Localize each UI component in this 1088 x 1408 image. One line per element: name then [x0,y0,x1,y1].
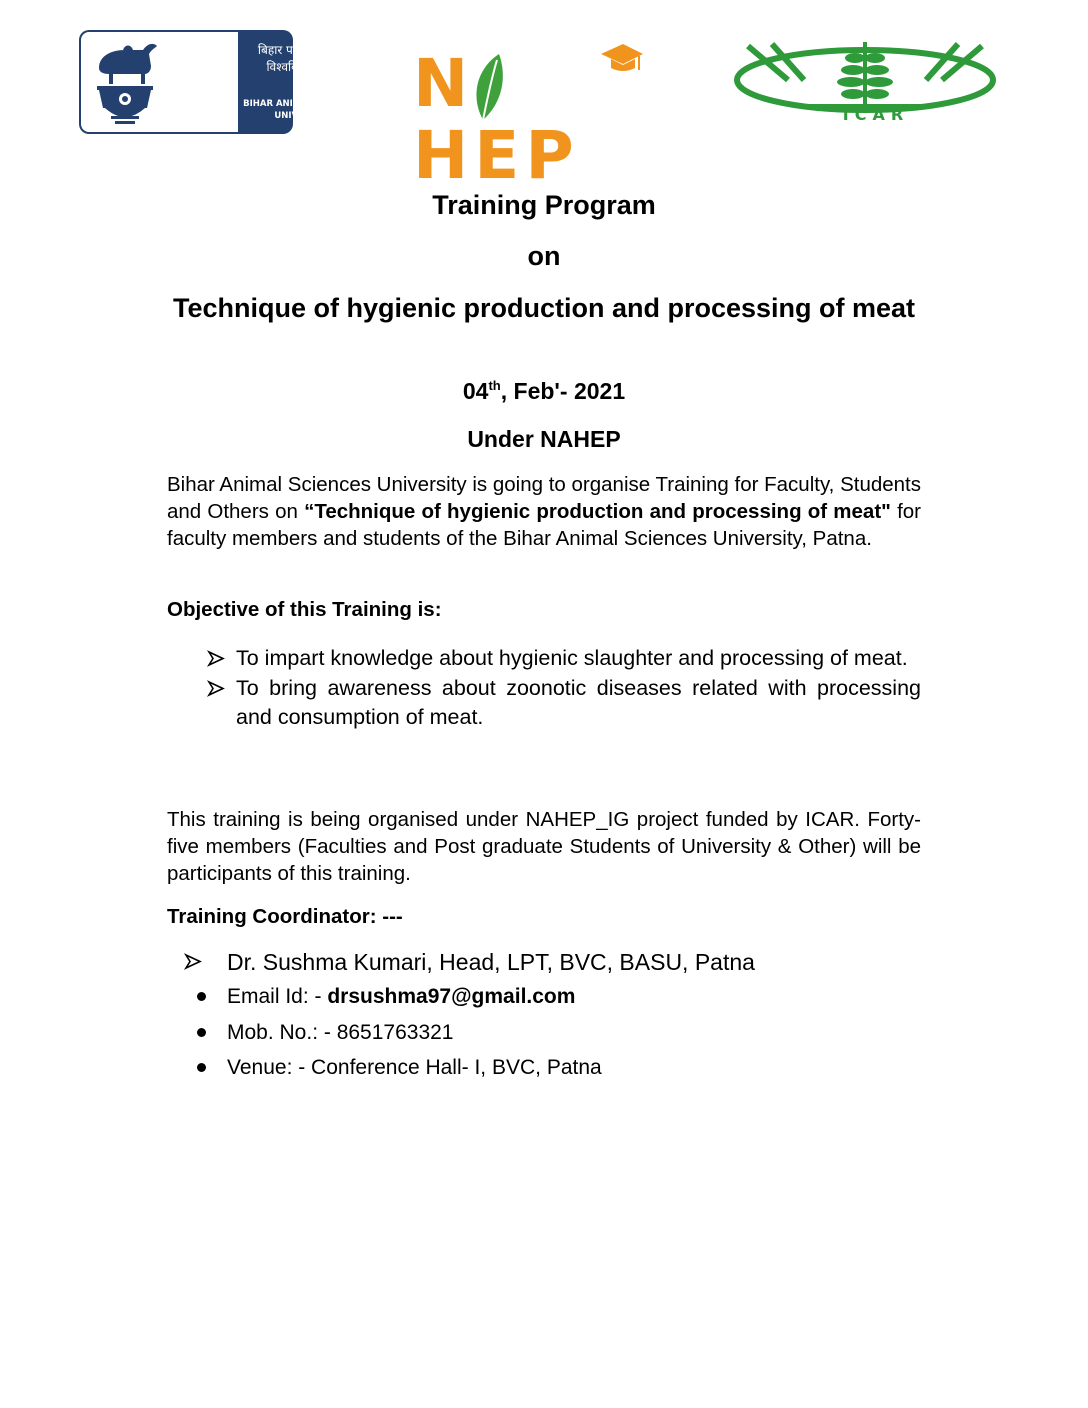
objectives-heading: Objective of this Training is: [167,598,442,621]
venue-item: Venue: - Conference Hall- I, BVC, Patna [190,1054,602,1090]
icar-logo [728,40,1002,130]
basu-emblem [81,32,238,132]
program-topic: Technique of hygienic production and processing of meat [172,293,916,323]
bullet-dot-icon [197,992,206,1001]
program-title: Training Program [432,190,656,220]
program-on: on [527,241,561,271]
list-item: To bring awareness about zoonotic diseases related with processing and consumption of meat. [205,674,921,732]
bullet-dot-icon [197,1063,206,1072]
nahep-logo [413,42,688,194]
graduation-cap-icon [599,42,645,76]
coordinator-details [190,983,602,1090]
icar-label: ICAR [842,105,910,124]
arrow-bullet-icon [205,644,229,673]
program-under: Under NAHEP [467,426,621,452]
arrow-bullet-icon [182,947,206,976]
nahep-wordmark: NHEP [413,45,580,194]
bullet-dot-icon [197,1028,206,1037]
objectives-list [205,644,921,733]
basu-hindi-name: बिहार पशु विज्ञान विश्वविद्यालय [257,43,333,74]
program-date: 04th, Feb'- 2021 [462,378,626,404]
funding-paragraph: This training is being organised under NAHEP_IG project funded by ICAR. Forty-five members (Faculties and Post graduate Students of University & Other) will be participants of this training. [167,808,921,885]
basu-logo [79,30,363,134]
coordinator-heading: Training Coordinator: --- [167,905,403,928]
intro-paragraph: Bihar Animal Sciences University is going to organise Training for Faculty, Students and Others on “Technique of hygienic production and processing of meat" for faculty members and students of the Bihar Animal Sciences University, Patna. [167,473,921,550]
bull-emblem-icon [91,38,161,130]
email-link[interactable]: drsushma97@gmail.com [327,985,576,1008]
email-item: Email Id: - drsushma97@gmail.com [190,983,602,1019]
leaf-icon [469,50,509,126]
basu-english-name: BIHAR ANIMAL SCIENCES UNIVERSITY [243,99,363,121]
arrow-bullet-icon [205,674,229,703]
list-item: To impart knowledge about hygienic slaughter and processing of meat. [205,644,921,673]
mobile-item: Mob. No.: - 8651763321 [190,1019,602,1055]
